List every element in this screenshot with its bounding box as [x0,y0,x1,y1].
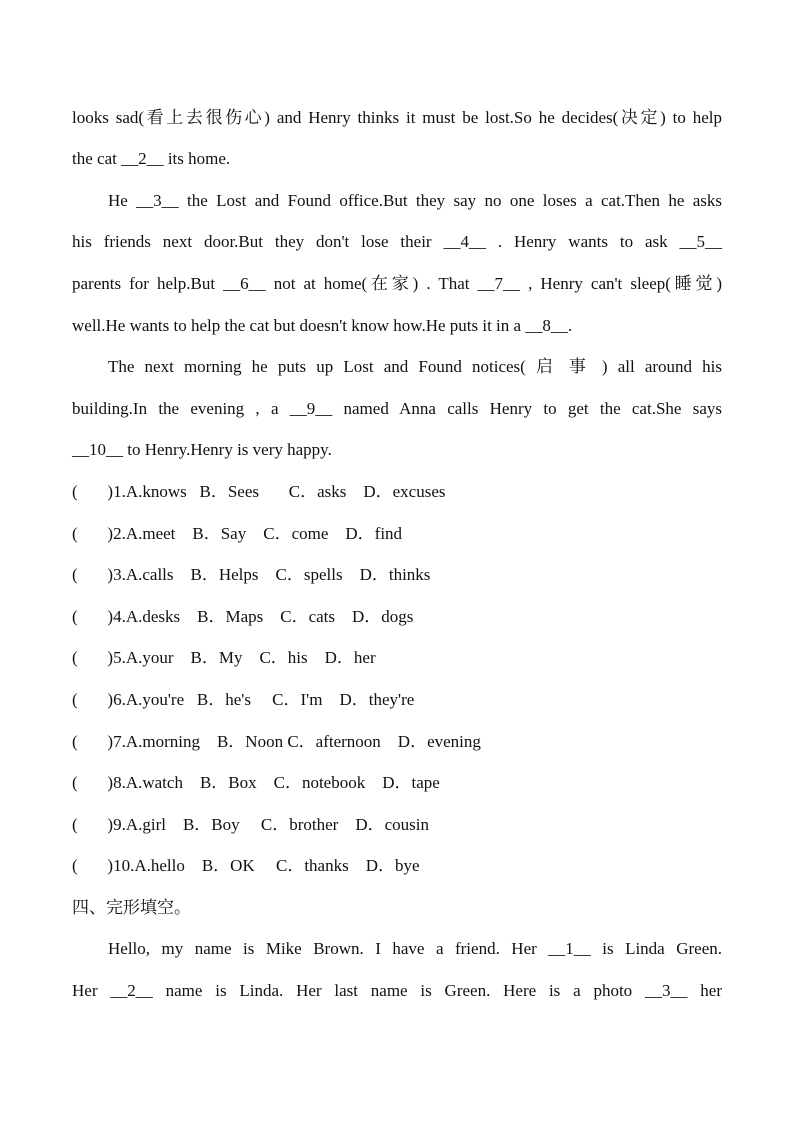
passage-line: __10__ to Henry.Henry is very happy. [72,440,332,459]
answer-option-row: ( )8.A.watch B．Box C．notebook D．tape [72,773,440,792]
answer-option-row: ( )10.A.hello B．OK C．thanks D．bye [72,856,420,875]
answer-option-row: ( )4.A.desks B．Maps C．cats D．dogs [72,607,414,626]
passage-line: parents for help.But __6__ not at home(在家) . That __7__ , Henry can't sleep(睡觉) [72,274,722,293]
passage-line: The next morning he puts up Lost and Found notices( 启 事 ) all around his [108,357,722,376]
answer-option-row: ( )6.A.you're B．he's C．I'm D．they're [72,690,415,709]
passage-line: well.He wants to help the cat but doesn't know how.He puts it in a __8__. [72,316,573,335]
passage-line: Her __2__ name is Linda. Her last name is Green. Here is a photo __3__ her [72,981,722,1000]
passage-line: building.In the evening , a __9__ named Anna calls Henry to get the cat.She says [72,399,722,418]
passage-line: looks sad(看上去很伤心) and Henry thinks it must be lost.So he decides(决定) to help [72,108,722,127]
answer-option-row: ( )5.A.your B．My C．his D．her [72,648,376,667]
answer-option-row: ( )2.A.meet B．Say C．come D．find [72,524,403,543]
answer-option-row: ( )7.A.morning B．Noon C．afternoon D．evening [72,732,481,751]
passage-line: He __3__ the Lost and Found office.But they say no one loses a cat.Then he asks [108,191,722,210]
passage-line: Hello, my name is Mike Brown. I have a friend. Her __1__ is Linda Green. [108,939,722,958]
section-heading: 四、完形填空。 [72,898,191,918]
answer-option-row: ( )3.A.calls B．Helps C．spells D．thinks [72,565,431,584]
passage-line: the cat __2__ its home. [72,149,231,168]
answer-option-row: ( )1.A.knows B．Sees C．asks D．excuses [72,482,446,501]
passage-line: his friends next door.But they don't lose their __4__ . Henry wants to ask __5__ [72,232,722,251]
answer-option-row: ( )9.A.girl B．Boy C．brother D．cousin [72,815,429,834]
